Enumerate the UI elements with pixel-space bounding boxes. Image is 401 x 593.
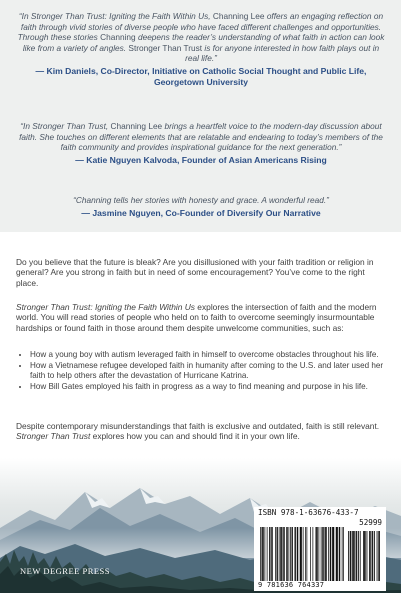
barcode-bar (340, 527, 341, 581)
barcode-bar (378, 531, 379, 581)
barcode-number: 9 781636 764337 (258, 581, 325, 589)
barcode-bar (365, 531, 366, 581)
list-item: • How Bill Gates employed his faith in progress as a way to find meaning and purpose in his life. (30, 382, 390, 392)
endorsement-quote (16, 195, 386, 206)
barcode-bar (322, 527, 323, 581)
quote-segment: brings a heartfelt voice to the modern-day discussion about faith. She touches on different elements that are relatable and endearing to today’s members of the faith community and provides inspirational guidance for the next generation.” (19, 121, 383, 153)
barcode-bar (330, 527, 331, 581)
closing-text: Despite contemporary misunderstandings that faith is exclusive and outdated, faith is still relevant. (16, 421, 380, 431)
barcode-bar (283, 527, 284, 581)
barcode-bar (372, 531, 373, 581)
barcode-bar (360, 531, 361, 581)
barcode-bar (292, 527, 293, 581)
barcode-addon-bars (348, 531, 380, 581)
barcode-bar (298, 527, 299, 581)
barcode-bar (354, 531, 355, 581)
quote-segment: deepens the reader’s understanding of what faith in action can look like from a variety of angles. (22, 32, 385, 53)
barcode-bar (310, 527, 311, 581)
barcode-bar (303, 527, 304, 581)
list-item: • How a Vietnamese refugee developed faith in humanity after coming to the U.S. and later used her faith to help others after the devastation of Hurricane Katrina. (30, 361, 390, 381)
barcode-bar (364, 531, 365, 581)
barcode-bar (307, 527, 308, 581)
quote-segment: Channing Lee (212, 11, 265, 21)
barcode-bar (300, 527, 301, 581)
barcode-bar (351, 531, 352, 581)
barcode-bar (328, 527, 329, 581)
barcode-bar (289, 527, 290, 581)
isbn-text: ISBN 978-1-63676-433-7 (258, 508, 359, 517)
quote-segment: offers an engaging reflection on faith through vivid stories of diverse people who have faced different challenges and opportunities. Through these stories (17, 11, 384, 43)
endorsement-1 (16, 11, 386, 87)
barcode-bar (369, 531, 370, 581)
isbn-barcode (254, 507, 386, 591)
summary-text: explores the intersection of faith and the modern world. You will read stories of people who held on to faith to overcome seemingly insurmountable hardships or found faith in those around them despite unwelcome communities, such as: (16, 302, 377, 333)
barcode-bar (280, 527, 281, 581)
barcode-bar (290, 527, 291, 581)
barcode-bar (352, 531, 353, 581)
barcode-bar (260, 527, 261, 581)
quote-segment: “In Stronger Than Trust, (20, 121, 111, 131)
barcode-bar (374, 531, 375, 581)
closing-paragraph (16, 421, 388, 442)
barcode-bar (313, 527, 314, 581)
barcode-bar (295, 527, 296, 581)
barcode-bar (363, 531, 364, 581)
barcode-bar (337, 527, 338, 581)
endorsement-quote (16, 11, 386, 64)
barcode-bar (325, 527, 326, 581)
barcode-bar (282, 527, 283, 581)
barcode-bar (348, 531, 349, 581)
barcode-bar (342, 527, 343, 581)
barcode-bar (316, 527, 317, 581)
barcode-bar (301, 527, 302, 581)
barcode-bar (379, 531, 380, 581)
barcode-bar (353, 531, 354, 581)
barcode-bar (295, 527, 296, 581)
barcode-bar (286, 527, 287, 581)
barcode-bar (281, 527, 282, 581)
endorsement-quote (16, 121, 386, 153)
barcode-bar (263, 527, 264, 581)
barcode-bar (343, 527, 344, 581)
price-code: 52999 (359, 518, 382, 527)
barcode-bar (292, 527, 293, 581)
barcode-bar (319, 527, 320, 581)
barcode-bar (287, 527, 288, 581)
barcode-bar (305, 527, 306, 581)
barcode-bar (269, 527, 270, 581)
barcode-bar (284, 527, 285, 581)
barcode-bar (367, 531, 368, 581)
story-list (16, 350, 390, 393)
barcode-bar (262, 527, 263, 581)
endorsements-panel (0, 0, 401, 232)
barcode-bar (279, 527, 280, 581)
summary-paragraph (16, 302, 388, 333)
barcode-bar (325, 527, 326, 581)
barcode-bar (326, 527, 327, 581)
barcode-bar (317, 527, 318, 581)
barcode-bar (339, 527, 340, 581)
intro-paragraph: Do you believe that the future is bleak? Are you disillusioned with your faith tradition or religion in general? Are you strong in faith but in need of some encouragement? You’ve come to the right place. (16, 257, 374, 288)
endorsement-attribution: — Katie Nguyen Kalvoda, Founder of Asian Americans Rising (75, 154, 327, 165)
quote-segment: “In Stronger Than Trust: Igniting the Faith Within Us, (18, 11, 213, 21)
quote-segment: Stronger Than Trust (128, 42, 203, 53)
list-item: • How a young boy with autism leveraged faith in himself to overcome obstacles throughout his life. (30, 350, 390, 360)
barcode-bar (321, 527, 322, 581)
endorsement-attribution: — Kim Daniels, Co-Director, Initiative on Catholic Social Thought and Public Life, Georgetown University (35, 65, 367, 87)
barcode-bar (336, 527, 337, 581)
publisher-name: NEW DEGREE PRESS (20, 566, 111, 576)
barcode-bar (358, 531, 359, 581)
barcode-bar (271, 527, 272, 581)
barcode-bar (337, 527, 338, 581)
barcode-bar (301, 527, 302, 581)
endorsement-attribution: — Jasmine Nguyen, Co-Founder of Diversify Our Narrative (81, 207, 321, 218)
barcode-bar (275, 527, 276, 581)
barcode-main-bars (260, 527, 344, 581)
barcode-bar (270, 527, 271, 581)
book-title: Stronger Than Trust: Igniting the Faith Within Us (16, 302, 195, 312)
barcode-bar (267, 527, 268, 581)
barcode-bar (262, 527, 263, 581)
barcode-bar (323, 527, 324, 581)
barcode-bar (331, 527, 332, 581)
barcode-bar (277, 527, 278, 581)
barcode-bar (356, 531, 357, 581)
barcode-bar (272, 527, 273, 581)
barcode-bar (297, 527, 298, 581)
quote-segment: Channing (100, 32, 136, 43)
barcode-bar (316, 527, 317, 581)
barcode-bar (332, 527, 333, 581)
barcode-bar (333, 527, 334, 581)
barcode-bar (372, 531, 373, 581)
closing-text: explores how you can and should find it in your own life. (90, 431, 300, 442)
barcode-bar (377, 531, 378, 581)
quote-segment: is for anyone interested in how faith plays out in real life.” (185, 42, 380, 64)
book-title: Stronger Than Trust (16, 431, 91, 442)
endorsement-2 (16, 121, 386, 165)
quote-segment: “Channing tells her stories with honesty and grace. A wonderful read.” (73, 195, 329, 205)
barcode-bar (350, 531, 351, 581)
barcode-bar (277, 527, 278, 581)
barcode-bar (334, 527, 335, 581)
endorsement-3 (16, 195, 386, 218)
barcode-bars (258, 527, 382, 581)
barcode-bar (370, 531, 371, 581)
barcode-bar (356, 531, 357, 581)
barcode-bar (265, 527, 266, 581)
quote-segment: Channing Lee (110, 121, 163, 131)
